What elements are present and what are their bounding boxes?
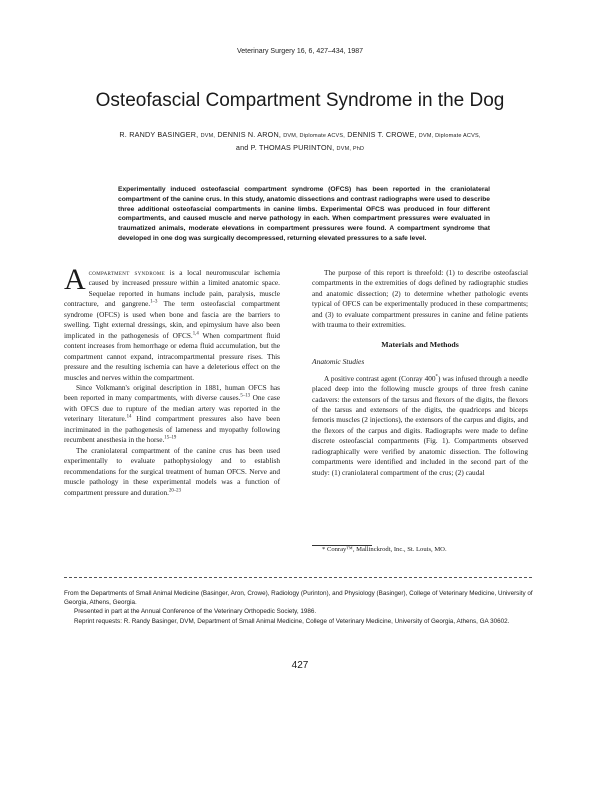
affiliation-divider: [64, 577, 532, 578]
text-run: The craniolateral compartment of the canine crus has been used experimentally to evaluate pathophysiology and to establish recommendations for the surgical treatment of human OFCS. Nerve and muscle pathology in these experimental models was a function of compartment pressure and duration.: [64, 445, 280, 497]
author-degree: DVM, Diplomate ACVS,: [283, 133, 346, 139]
author-name: and P. THOMAS PURINTON,: [235, 143, 335, 152]
text-run: is a local neuromuscular ischemia caused by increased pressure within a limited anatomic space. Sequelae reported in humans include pain, paralysis, muscle contracture, and gangrene.: [64, 268, 280, 309]
text-run: When compartment fluid content increases from hemorrhage or edema fluid accumulation, but the compartment cannot expand, intracompartmental pressure rises. This pressure and the resulting ischemia can have a deleterious effect on the muscles and nerves within the compartment.: [64, 330, 280, 382]
author-degree: DVM,: [200, 133, 216, 139]
citation-ref: 20–23: [168, 488, 181, 494]
author-degree: DVM, Diplomate ACVS,: [418, 133, 481, 139]
citation-ref: 1,4: [192, 331, 199, 337]
footnote-marker: *: [435, 374, 438, 380]
right-column: [312, 268, 528, 478]
footnote: * Conray™, Mallinckrodt, Inc., St. Louis, MO.: [322, 546, 447, 553]
text-run: The term osteofascial compartment syndrome (OFCS) is used when bone and fascia are the barriers to swelling. Tight external dressings, skin, and epimysium have also been implicated in the pathogenesis of OFCS.: [64, 299, 280, 340]
body-paragraph: [312, 374, 528, 479]
section-heading: Materials and Methods: [381, 339, 459, 349]
author-list: [60, 129, 540, 155]
citation-ref: 14: [126, 414, 132, 420]
affiliation-from: From the Departments of Small Animal Medicine (Basinger, Aron, Crowe), Radiology (Purinton), and Physiology (Basinger), College of Veterinary Medicine, University of Georgia, Athens, Georgia.: [64, 590, 533, 607]
author-name: DENNIS T. CROWE,: [347, 130, 417, 139]
citation-ref: 1–3: [150, 299, 158, 305]
author-name: DENNIS N. ARON,: [217, 130, 282, 139]
subsection-heading: Anatomic Studies: [312, 357, 365, 367]
intro-paragraph: [64, 263, 280, 383]
lead-in-smallcaps: compartment syndrome: [88, 268, 165, 277]
presentation-note: Presented in part at the Annual Conference of the Veterinary Orthopedic Society, 1986.: [74, 608, 317, 616]
text-run: A positive contrast agent (Conray 400: [324, 373, 436, 383]
citation-ref: 5–13: [240, 394, 251, 400]
body-paragraph: The purpose of this report is threefold: (1) to describe osteofascial compartments in the extremities of dogs defined by radiographic studies and anatomic dissection; (2) to determine whether pathologic events typical of OFCS can be experimentally produced in these compartments; and (3) to evaluate compartment pressures in canine and feline patients with trauma to their extremities.: [312, 268, 528, 330]
drop-cap: A: [64, 263, 86, 296]
body-paragraph: [64, 446, 280, 498]
reprint-requests: Reprint requests: R. Randy Basinger, DVM, Department of Small Animal Medicine, College of Veterinary Medicine, University of Georgia, Athens, GA 30602.: [74, 617, 510, 625]
abstract: Experimentally induced osteofascial compartment syndrome (OFCS) has been reported in the craniolateral compartment of the canine crus. In this study, anatomic dissections and contrast radiographs were used to describe three additional osteofascial compartments in canine limbs. Experimental OFCS was produced in four different compartments, and caused muscle and nerve pathology in each. When compartment pressures were evaluated in traumatized animals, moderate elevations in compartment pressures were found. A compartment syndrome that developed in one dog was surgically decompressed, returning elevated pressures to a safe level.: [118, 186, 490, 242]
author-degree: DVM, PhD: [336, 146, 365, 152]
journal-citation: Veterinary Surgery 16, 6, 427–434, 1987: [236, 48, 364, 55]
body-paragraph: [64, 383, 280, 446]
text-run: Since Volkmann's original description in 1881, human OFCS has been reported in many compartments, with diverse causes.: [64, 382, 280, 403]
article-title: Osteofascial Compartment Syndrome in the Dog: [95, 90, 505, 111]
citation-ref: 15–19: [164, 435, 177, 441]
left-column: [64, 263, 280, 498]
affiliation-notes: [64, 589, 536, 626]
page-number: 427: [291, 660, 309, 671]
text-run: One case with OFCS due to rupture of the median artery was reported in the veterinary literature.: [64, 393, 280, 424]
text-run: ) was infused through a needle placed deep into the following muscle groups of three fresh canine cadavers: the extensors of the tarsus and flexors of the digits, the flexors of the tarsus and extensors of the digits, the quadriceps and biceps femoris muscles (2 injections), the extensors of the carpus and digits, and the flexors of the carpus and digits. Radiographs were made to define discrete osteofascial compartments (Fig. 1). Compartments observed radiographically were verified by anatomic dissection. The following compartments were identified and included in the second part of the study: (1) craniolateral compartment of the crus; (2) caudal: [312, 373, 528, 477]
author-name: R. RANDY BASINGER,: [119, 130, 199, 139]
text-run: Hind compartment pressures also have been incriminated in the pathogenesis of lameness and myopathy following recumbent anesthesia in the horse.: [64, 414, 280, 445]
